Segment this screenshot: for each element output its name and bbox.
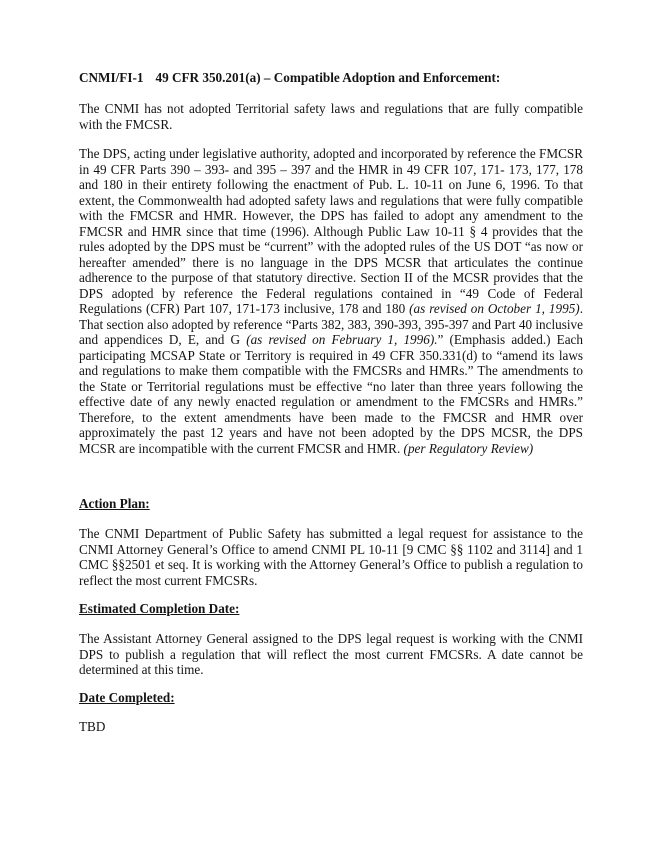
body-paragraph: [79, 146, 583, 456]
body-text-2: . That section also adopted by reference “Parts 382, 383, 390-393, 395-397 and Part 40 inclusive and appendices D, E, and G: [79, 301, 583, 347]
estimated-completion-heading: Estimated Completion Date:: [79, 601, 240, 616]
action-plan-heading: Action Plan:: [79, 496, 150, 511]
action-plan-text: The CNMI Department of Public Safety has submitted a legal request for assistance to the CNMI Attorney General’s Office to amend CNMI PL 10-11 [9 CMC §§ 1102 and 3114] and 1 CMC §§2501 et seq. It is working with the Attorney General’s Office to publish a regulation to reflect the most current FMCSRs.: [79, 526, 583, 588]
date-completed-value: TBD: [79, 719, 106, 734]
intro-paragraph: The CNMI has not adopted Territorial safety laws and regulations that are fully compatible with the FMCSR.: [79, 101, 583, 132]
body-italic-revision-1995: (as revised on October 1, 1995): [409, 301, 580, 316]
body-text-1: The DPS, acting under legislative authority, adopted and incorporated by reference the FMCSR in 49 CFR Parts 390 – 393- and 395 – 397 and the HMR in 49 CFR 107, 171- 173, 177, 178 and 180 in their entirety following the enactment of Pub. L. 10-11 on June 6, 1996. To that extent, the Commonwealth had adopted safety laws and regulations that were fully compatible with the FMCSR and HMR. However, the DPS has failed to adopt any amendment to the FMCSR and HMR since that time (1996). Although Public Law 10-11 § 4 provides that the rules adopted by the DPS must be “current” with the adopted rules of the US DOT “as now or hereafter amended” there is no language in the DPS MCSR that articulates the continue adherence to the purpose of that statutory directive. Section II of the MCSR provides that the DPS adopted by reference the Federal regulations contained in “49 Code of Federal Regulations (CFR) Part 107, 171-173 inclusive, 178 and 180: [79, 146, 583, 316]
body-italic-revision-1996: (as revised on February 1, 1996).: [246, 332, 438, 347]
body-italic-regulatory-review: (per Regulatory Review): [403, 440, 534, 456]
estimated-completion-text: The Assistant Attorney General assigned to the DPS legal request is working with the CNMI DPS to publish a regulation that will reflect the most current FMCSRs. A date cannot be determined at this time.: [79, 631, 583, 677]
date-completed-heading: Date Completed:: [79, 690, 175, 705]
finding-heading: [79, 70, 599, 86]
finding-label: CNMI/FI-1: [79, 70, 144, 85]
finding-title: 49 CFR 350.201(a) – Compatible Adoption and Enforcement:: [155, 70, 501, 85]
body-text-3: ” (Emphasis added.) Each participating MCSAP State or Territory is required in 49 CFR 350.331(d) to “amend its laws and regulations to make them compatible with the FMCSRs and HMRs.” The amendments to the State or Territorial regulations must be effective “no later than three years following the effective date of any newly enacted regulation or amendment to the FMCSRs and HMRs.” Therefore, to the extent amendments have been made to the FMCSR and HMR over approximately the past 12 years and have not been adopted by the DPS MCSR, the DPS MCSR are incompatible with the current FMCSR and HMR.: [79, 332, 583, 456]
